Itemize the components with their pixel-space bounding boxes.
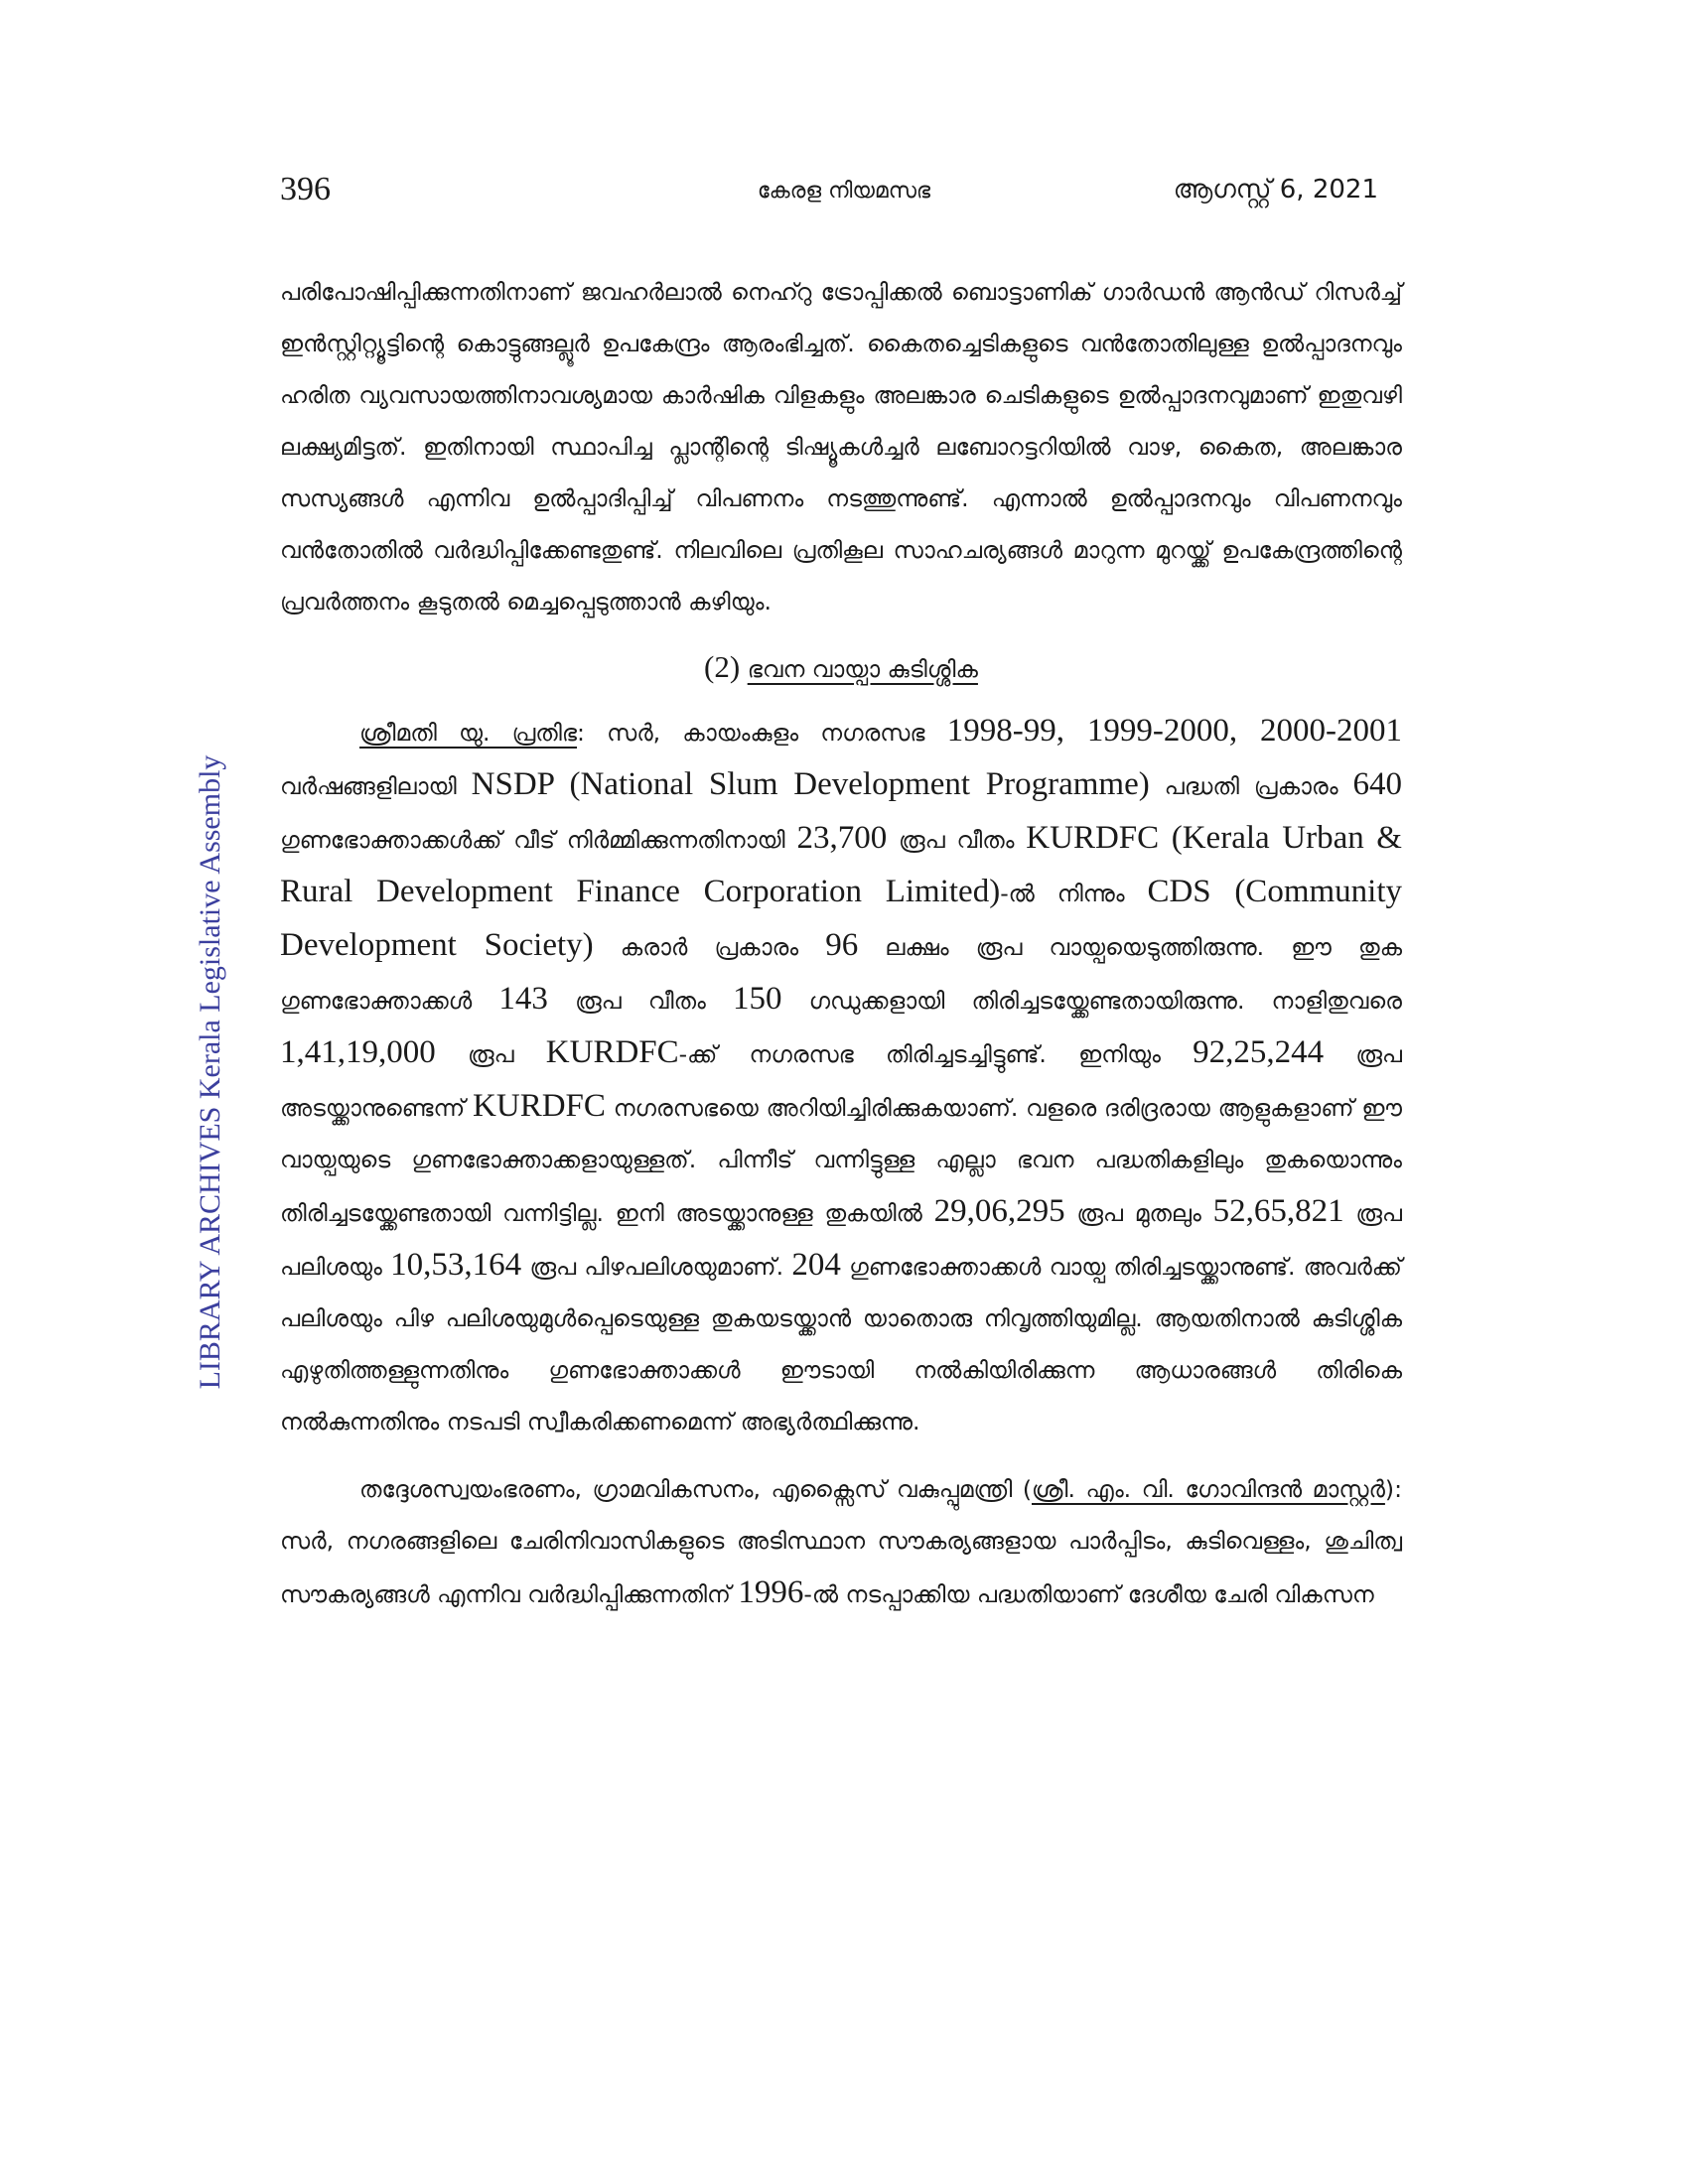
section-title: ഭവന വായ്പാ കുടിശ്ശിക (747, 655, 978, 683)
english-span: KURDFC (545, 1034, 679, 1070)
running-title: കേരള നിയമസഭ (757, 179, 931, 204)
english-span: KURDFC (473, 1088, 606, 1124)
library-watermark: LIBRARY ARCHIVES Kerala Legislative Assembly (194, 754, 226, 1390)
text-span: രൂപ വീതം (887, 826, 1027, 854)
section-number: (2) (704, 649, 741, 684)
text-span: രൂപ (435, 1040, 546, 1068)
paragraph-text: പരിപോഷിപ്പിക്കുന്നതിനാണ് ജവഹർലാൽ നെഹ്റു ട്രോപ്പിക്കൽ ബൊട്ടാണിക് ഗാർഡൻ ആൻഡ് റിസർച്ച് ഇൻസ്റ്റിറ്റ്യൂട്ടിന്റെ കൊട്ടുങ്ങല്ലൂർ ഉപകേന്ദ്രം ആരംഭിച്ചത്. കൈതച്ചെടികളുടെ വൻതോതിലുള്ള ഉൽപ്പാദനവും ഹരിത വ്യവസായത്തിനാവശ്യമായ കാർഷിക വിളകളും അലങ്കാര ചെടികളുടെ ഉൽപ്പാദനവുമാണ് ഇതുവഴി ലക്ഷ്യമിട്ടത്. ഇതിനായി സ്ഥാപിച്ച പ്ലാന്റിന്റെ ടിഷ്യൂകൾച്ചർ ലബോറട്ടറിയിൽ വാഴ, കൈത, അലങ്കാര സസ്യങ്ങൾ എന്നിവ ഉൽപ്പാദിപ്പിച്ച് വിപണനം നടത്തുന്നുണ്ട്. എന്നാൽ ഉൽപ്പാദനവും വിപണനവും വൻതോതിൽ വർദ്ധിപ്പിക്കേണ്ടതുണ്ട്. നിലവിലെ പ്രതികൂല സാഹചര്യങ്ങൾ മാറുന്ന മുറയ്ക്ക് ഉപകേന്ദ്രത്തിന്റെ പ്രവർത്തനം കൂടുതൽ മെച്ചപ്പെടുത്താൻ കഴിയും. (280, 278, 1402, 615)
minister-name: ശ്രീ. എം. വി. ഗോവിന്ദൻ മാസ്റ്റർ (1032, 1475, 1385, 1503)
question-paragraph (280, 705, 1402, 1447)
text-span: ഗുണഭോക്താക്കൾക്ക് വീട് നിർമ്മിക്കുന്നതിനായി (280, 826, 797, 854)
number-span: 52,65,821 (1212, 1193, 1344, 1229)
number-span: 1998-99, 1999-2000, 2000-2001 (946, 713, 1403, 749)
paragraph-continued (280, 266, 1402, 627)
text-span: -ക്ക് നഗരസഭ തിരിച്ചടച്ചിട്ടുണ്ട്. ഇനിയും (678, 1040, 1194, 1068)
section-heading (280, 641, 1402, 695)
number-span: 29,06,295 (933, 1193, 1065, 1229)
text-span: ഗുണഭോക്താക്കൾ വായ്പ തിരിച്ചടയ്ക്കാനുണ്ട്. അവർക്ക് പലിശയും പിഴ പലിശയുമുൾപ്പെടെയുള്ള തുകയടയ്ക്കാൻ യാതൊരു നിവൃത്തിയുമില്ല. ആയതിനാൽ കുടിശ്ശിക എഴുതിത്തള്ളുന്നതിനും ഗുണഭോക്താക്കൾ ഈടായി നൽകിയിരിക്കുന്ന ആധാരങ്ങൾ തിരികെ നൽകുന്നതിനും നടപടി സ്വീകരിക്കണമെന്ന് അഭ്യർത്ഥിക്കുന്നു. (280, 1253, 1402, 1435)
text-span: വർഷങ്ങളിലായി (280, 772, 472, 800)
text-span: ): സർ, നഗരങ്ങളിലെ ചേരിനിവാസികളുടെ അടിസ്ഥാന സൗകര്യങ്ങളായ പാർപ്പിടം, കുടിവെള്ളം, ശുചിത്വ സൗകര്യങ്ങൾ എന്നിവ വർദ്ധിപ്പിക്കുന്നതിന് (280, 1475, 1402, 1608)
speaker-name: ശ്രീമതി യു. പ്രതിഭ (359, 719, 578, 747)
text-span: -ൽ നിന്നും (1000, 880, 1148, 907)
number-span: 92,25,244 (1193, 1034, 1325, 1070)
english-span: NSDP (National Slum Development Programme) (471, 766, 1150, 802)
text-span: : സർ, കായംകുളം നഗരസഭ (577, 719, 947, 747)
english-span: CDS (Community Development Society) (280, 874, 1402, 963)
number-span: 143 (498, 981, 548, 1017)
text-span: രൂപ വീതം (547, 987, 734, 1015)
text-span: കരാർ പ്രകാരം (593, 933, 826, 961)
number-span: 23,700 (796, 820, 888, 856)
number-span: 96 (825, 927, 859, 963)
running-date: ആഗസ്റ്റ് 6, 2021 (1173, 175, 1378, 205)
english-span: KURDFC (Kerala Urban & Rural Development Finance Corporation Limited) (280, 820, 1402, 909)
page-number: 396 (280, 171, 331, 207)
text-span: തദ്ദേശസ്വയംഭരണം, ഗ്രാമവികസനം, എക്സൈസ് വകുപ്പുമന്ത്രി ( (359, 1475, 1033, 1503)
text-span: -ൽ നടപ്പാക്കിയ പദ്ധതിയാണ് ദേശീയ ചേരി വികസന (803, 1580, 1374, 1608)
number-span: 1,41,19,000 (280, 1034, 436, 1070)
text-span: ലക്ഷം രൂപ വായ്പയെടുത്തിരുന്നു. ഈ തുക ഗുണഭോക്താക്കൾ (280, 933, 1402, 1015)
text-span: രൂപ മുതലും (1064, 1199, 1213, 1227)
text-span: രൂപ പലിശയും (280, 1199, 1402, 1281)
text-span: രൂപ പിഴപലിശയുമാണ്. (521, 1253, 792, 1281)
number-span: 10,53,164 (390, 1247, 522, 1283)
text-span: ഗഡുക്കളായി തിരിച്ചടയ്ക്കേണ്ടതായിരുന്നു. നാളിതുവരെ (781, 987, 1402, 1015)
text-span: രൂപ അടയ്ക്കാനുണ്ടെന്ന് (280, 1040, 1403, 1122)
number-span: 204 (791, 1247, 841, 1283)
document-body (280, 266, 1402, 1620)
answer-paragraph (280, 1463, 1402, 1620)
text-span: നഗരസഭയെ അറിയിച്ചിരിക്കുകയാണ്. വളരെ ദരിദ്രരായ ആളുകളാണ് ഈ വായ്പയുടെ ഗുണഭോക്താക്കളായുള്ളത്. പിന്നീട് വന്നിട്ടുള്ള എല്ലാ ഭവന പദ്ധതികളിലും തുകയൊന്നും തിരിച്ചടയ്ക്കേണ്ടതായി വന്നിട്ടില്ല. ഇനി അടയ്ക്കാനുള്ള തുകയിൽ (280, 1094, 1402, 1227)
number-span: 1996 (738, 1574, 804, 1610)
text-span: പദ്ധതി പ്രകാരം (1149, 772, 1353, 800)
number-span: 640 (1352, 766, 1402, 802)
number-span: 150 (733, 981, 782, 1017)
